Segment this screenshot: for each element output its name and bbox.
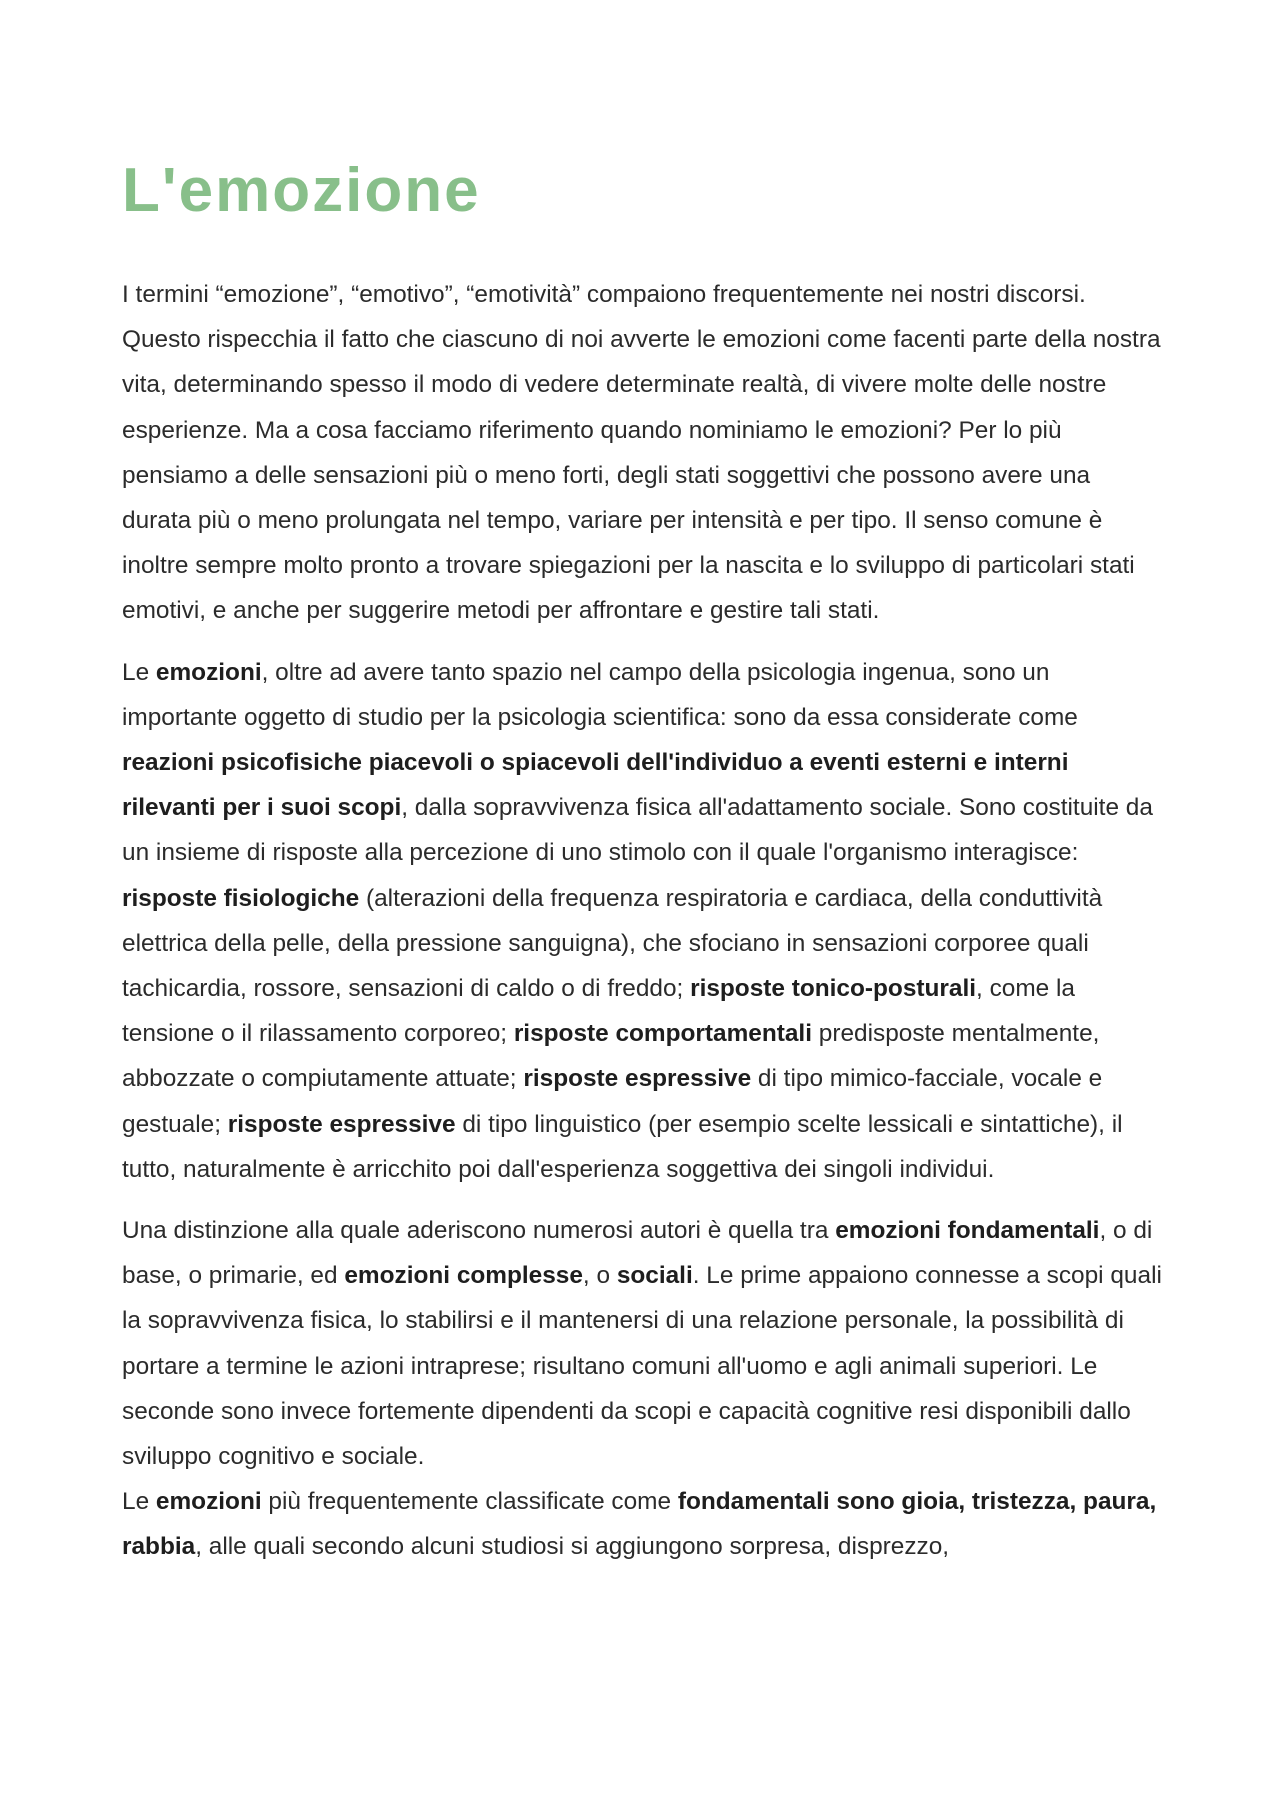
text-run: più frequentemente classificate come xyxy=(261,1488,678,1516)
bold-term: risposte tonico-posturali xyxy=(690,975,977,1003)
bold-term: reazioni psicofisiche piacevoli o spiacevoli dell'individuo a eventi esterni e interni rilevanti per i suoi scopi xyxy=(122,749,1069,822)
bold-term: risposte fisiologiche xyxy=(122,884,360,912)
text-run: di tipo mimico-facciale, vocale e gestuale; xyxy=(122,1065,1103,1138)
paragraph xyxy=(122,1479,1162,1569)
bold-term: risposte comportamentali xyxy=(513,1020,812,1048)
text-run: predisposte mentalmente, abbozzate o compiutamente attuate; xyxy=(122,1020,1100,1093)
bold-term: sociali xyxy=(616,1262,693,1290)
paragraph xyxy=(122,1208,1162,1479)
document-page xyxy=(122,150,1162,1586)
text-run: , alle quali secondo alcuni studiosi si aggiungono sorpresa, disprezzo, xyxy=(195,1533,950,1561)
text-run: , o di base, o primarie, ed xyxy=(122,1217,1153,1290)
bold-term: fondamentali sono gioia, tristezza, paura, rabbia xyxy=(122,1488,1157,1561)
bold-term: emozioni xyxy=(155,1488,262,1516)
bold-term: emozioni xyxy=(155,658,262,686)
paragraph xyxy=(122,272,1162,634)
page-title: L'emozione xyxy=(122,156,481,225)
bold-term: risposte espressive xyxy=(227,1110,456,1138)
text-run: Le xyxy=(122,1488,156,1516)
paragraph xyxy=(122,650,1162,1192)
text-run: , oltre ad avere tanto spazio nel campo della psicologia ingenua, sono un importante oggetto di studio per la psicologia scientifica: sono da essa considerate come xyxy=(122,658,1078,731)
text-run: . Le prime appaiono connesse a scopi quali la sopravvivenza fisica, lo stabilirsi e il mantenersi di una relazione personale, la possibilità di portare a termine le azioni intraprese; risultano comuni all'uomo e agli animali superiori. Le seconde sono invece fortemente dipendenti da scopi e capacità cognitive resi disponibili dallo sviluppo cognitivo e sociale. xyxy=(122,1262,1162,1471)
text-run: Le xyxy=(122,658,156,686)
bold-term: emozioni fondamentali xyxy=(835,1217,1100,1245)
text-run: , o xyxy=(582,1262,617,1290)
text-run: (alterazioni della frequenza respiratoria e cardiaca, della conduttività elettrica della pelle, della pressione sanguigna), che sfociano in sensazioni corporee quali tachicardia, rossore, sensazioni di caldo o di freddo; xyxy=(122,884,1103,1003)
document-body xyxy=(122,272,1162,1570)
text-run: , dalla sopravvivenza fisica all'adattamento sociale. Sono costituite da un insieme di risposte alla percezione di uno stimolo con il quale l'organismo interagisce: xyxy=(122,794,1153,867)
text-run: di tipo linguistico (per esempio scelte lessicali e sintattiche), il tutto, naturalmente è arricchito poi dall'esperienza soggettiva dei singoli individui. xyxy=(122,1110,1123,1183)
bold-term: risposte espressive xyxy=(523,1065,752,1093)
text-run: , come la tensione o il rilassamento corporeo; xyxy=(122,975,1075,1048)
bold-term: emozioni complesse xyxy=(344,1262,583,1290)
text-run: I termini “emozione”, “emotivo”, “emotività” compaiono frequentemente nei nostri discorsi. Questo rispecchia il fatto che ciascuno di noi avverte le emozioni come facenti parte della nostra vita, determinando spesso il modo di vedere determinate realtà, di vivere molte delle nostre esperienze. Ma a cosa facciamo riferimento quando nominiamo le emozioni? Per lo più pensiamo a delle sensazioni più o meno forti, degli stati soggettivi che possono avere una durata più o meno prolungata nel tempo, variare per intensità e per tipo. Il senso comune è inoltre sempre molto pronto a trovare spiegazioni per la nascita e lo sviluppo di particolari stati emotivi, e anche per suggerire metodi per affrontare e gestire tali stati. xyxy=(122,281,1161,625)
text-run: Una distinzione alla quale aderiscono numerosi autori è quella tra xyxy=(122,1217,836,1245)
